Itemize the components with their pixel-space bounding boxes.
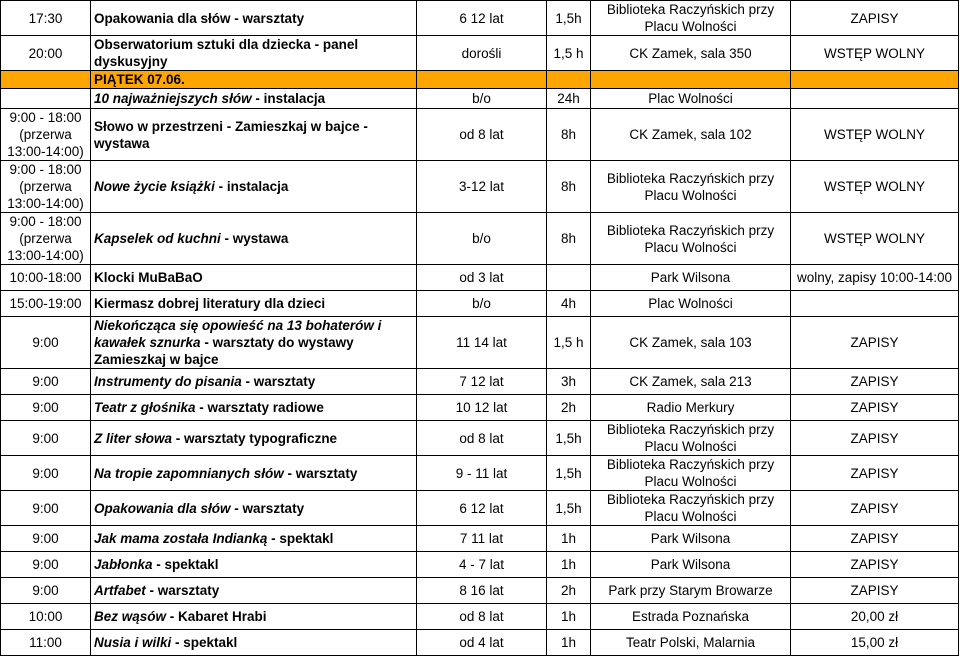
event-fee: ZAPISY [791, 1, 959, 36]
event-title-main: Instrumenty do pisania [94, 374, 242, 389]
event-time: 9:00 [1, 395, 91, 421]
event-fee: ZAPISY [791, 395, 959, 421]
event-fee: WSTĘP WOLNY [791, 161, 959, 213]
event-age: dorośli [417, 36, 547, 71]
event-place: Park Wilsona [591, 265, 791, 291]
event-title [91, 578, 417, 604]
event-duration: 24h [547, 89, 591, 109]
table-row [1, 604, 959, 630]
event-age: od 4 lat [417, 630, 547, 656]
event-duration: 1,5 h [547, 317, 591, 369]
table-row [1, 526, 959, 552]
event-age: 4 - 7 lat [417, 552, 547, 578]
event-place: Biblioteka Raczyńskich przy Placu Wolności [591, 213, 791, 265]
event-title [91, 109, 417, 161]
event-time: 9:00 - 18:00 (przerwa 13:00-14:00) [1, 213, 91, 265]
event-duration: 1h [547, 604, 591, 630]
event-fee: ZAPISY [791, 421, 959, 456]
event-place: CK Zamek, sala 350 [591, 36, 791, 71]
event-time: 9:00 [1, 369, 91, 395]
event-place: CK Zamek, sala 102 [591, 109, 791, 161]
event-fee: 20,00 zł [791, 604, 959, 630]
event-duration: 3h [547, 369, 591, 395]
event-title-main: Słowo w przestrzeni - Zamieszkaj w bajce [94, 118, 360, 134]
event-type: - warsztaty [230, 10, 305, 26]
event-title [91, 161, 417, 213]
event-place: Teatr Polski, Malarnia [591, 630, 791, 656]
event-title-main: Bez wąsów [94, 609, 167, 624]
event-duration: 1,5 h [547, 36, 591, 71]
event-type: - spektakl [267, 531, 334, 546]
event-age: 6 12 lat [417, 1, 547, 36]
event-title-main: Niekończąca się opowieść na 13 bohaterów i kawałek sznurka [94, 318, 382, 350]
event-duration: 1h [547, 526, 591, 552]
event-type: - instalacja [214, 179, 289, 194]
event-age: 7 12 lat [417, 369, 547, 395]
event-title [91, 421, 417, 456]
event-time: 9:00 [1, 578, 91, 604]
event-place: Biblioteka Raczyńskich przy Placu Wolności [591, 161, 791, 213]
event-time: 15:00-19:00 [1, 291, 91, 317]
event-title [91, 526, 417, 552]
event-fee [791, 89, 959, 109]
table-row [1, 456, 959, 491]
event-time: 20:00 [1, 36, 91, 71]
event-fee: WSTĘP WOLNY [791, 36, 959, 71]
event-age: od 8 lat [417, 109, 547, 161]
table-row [1, 161, 959, 213]
event-time: 9:00 [1, 456, 91, 491]
event-title [91, 552, 417, 578]
event-duration: 1,5h [547, 1, 591, 36]
event-type: - spektakl [171, 635, 238, 650]
event-fee: ZAPISY [791, 526, 959, 552]
event-type: - warsztaty do wystawy Zamieszkaj w bajce [94, 335, 354, 367]
event-title-main: Nusia i wilki [94, 635, 172, 650]
event-place: CK Zamek, sala 103 [591, 317, 791, 369]
event-age: od 8 lat [417, 604, 547, 630]
event-place [591, 71, 791, 89]
table-row [1, 1, 959, 36]
table-row [1, 491, 959, 526]
event-time: 9:00 [1, 491, 91, 526]
event-type: - instalacja [251, 91, 326, 106]
event-duration [547, 71, 591, 89]
event-age: b/o [417, 213, 547, 265]
event-duration: 8h [547, 213, 591, 265]
event-type: - warsztaty [283, 465, 358, 481]
event-duration: 8h [547, 109, 591, 161]
table-row [1, 578, 959, 604]
event-place: Biblioteka Raczyńskich przy Placu Wolności [591, 421, 791, 456]
event-title-main: Na tropie zapomnianych słów [94, 465, 284, 481]
event-duration: 8h [547, 161, 591, 213]
event-time: 17:30 [1, 1, 91, 36]
event-age: 11 14 lat [417, 317, 547, 369]
event-time: 9:00 [1, 317, 91, 369]
event-fee: ZAPISY [791, 369, 959, 395]
event-type: - wystawa [94, 118, 368, 151]
event-place: Park Wilsona [591, 552, 791, 578]
event-title-main: Jabłonka [94, 557, 153, 572]
event-fee: ZAPISY [791, 552, 959, 578]
event-title-main: Kiermasz dobrej literatury dla dzieci [94, 296, 326, 311]
table-row [1, 369, 959, 395]
event-title-main: Teatr z głośnika [94, 400, 196, 415]
event-title-main: Nowe życie książki [94, 179, 215, 194]
event-place: Estrada Poznańska [591, 604, 791, 630]
event-age: b/o [417, 291, 547, 317]
event-place: CK Zamek, sala 213 [591, 369, 791, 395]
event-time: 9:00 [1, 421, 91, 456]
event-fee: WSTĘP WOLNY [791, 213, 959, 265]
event-fee: ZAPISY [791, 491, 959, 526]
event-time: 10:00-18:00 [1, 265, 91, 291]
event-type: - panel dyskusyjny [94, 37, 359, 69]
event-title [91, 291, 417, 317]
event-duration: 1h [547, 552, 591, 578]
event-time: 9:00 - 18:00 (przerwa 13:00-14:00) [1, 109, 91, 161]
event-age: b/o [417, 89, 547, 109]
event-type: - wystawa [220, 231, 289, 246]
event-time: 9:00 - 18:00 (przerwa 13:00-14:00) [1, 161, 91, 213]
table-row [1, 89, 959, 109]
event-duration: 1,5h [547, 491, 591, 526]
event-title [91, 630, 417, 656]
event-title-main: 10 najważniejszych słów [94, 91, 252, 106]
table-row [1, 552, 959, 578]
event-title-main: Klocki MuBaBaO [94, 270, 203, 285]
event-fee: 15,00 zł [791, 630, 959, 656]
table-row [1, 109, 959, 161]
event-title [91, 71, 417, 89]
event-time: 9:00 [1, 552, 91, 578]
event-time: 9:00 [1, 526, 91, 552]
event-title-main: Artfabet [94, 583, 146, 598]
event-title-main: Obserwatorium sztuki dla dziecka [94, 37, 311, 52]
event-title [91, 36, 417, 71]
event-title [91, 491, 417, 526]
event-title-main: Z liter słowa [94, 430, 173, 446]
event-age: od 3 lat [417, 265, 547, 291]
event-type: - spektakl [152, 557, 219, 572]
event-title-main: PIĄTEK 07.06. [94, 72, 185, 87]
event-place: Plac Wolności [591, 89, 791, 109]
event-title [91, 265, 417, 291]
event-title-main: Opakowania dla słów [94, 500, 231, 516]
event-place: Biblioteka Raczyńskich przy Placu Wolności [591, 491, 791, 526]
event-place: Park przy Starym Browarze [591, 578, 791, 604]
event-duration: 2h [547, 395, 591, 421]
event-title [91, 213, 417, 265]
event-fee: ZAPISY [791, 578, 959, 604]
event-time: 10:00 [1, 604, 91, 630]
event-title-main: Jak mama została Indianką [94, 531, 268, 546]
event-place: Plac Wolności [591, 291, 791, 317]
event-title [91, 395, 417, 421]
event-title [91, 317, 417, 369]
event-fee: wolny, zapisy 10:00-14:00 [791, 265, 959, 291]
event-place: Park Wilsona [591, 526, 791, 552]
event-time [1, 71, 91, 89]
event-title-main: Kapselek od kuchni [94, 231, 221, 246]
event-title [91, 1, 417, 36]
event-age: 7 11 lat [417, 526, 547, 552]
event-duration: 4h [547, 291, 591, 317]
event-type: - Kabaret Hrabi [166, 609, 267, 624]
event-duration: 1,5h [547, 421, 591, 456]
event-place: Biblioteka Raczyńskich przy Placu Wolności [591, 1, 791, 36]
event-type: - warsztaty [241, 374, 316, 389]
event-age: od 8 lat [417, 421, 547, 456]
event-type: - warsztaty typograficzne [172, 430, 338, 446]
event-fee: ZAPISY [791, 317, 959, 369]
event-type: - warsztaty [145, 583, 220, 598]
event-type: - warsztaty [230, 500, 305, 516]
table-row [1, 395, 959, 421]
event-age [417, 71, 547, 89]
event-time [1, 89, 91, 109]
table-row [1, 71, 959, 89]
event-duration [547, 265, 591, 291]
event-duration: 1h [547, 630, 591, 656]
event-title-main: Opakowania dla słów [94, 10, 231, 26]
event-fee: WSTĘP WOLNY [791, 109, 959, 161]
event-duration: 2h [547, 578, 591, 604]
event-fee: ZAPISY [791, 456, 959, 491]
table-row [1, 630, 959, 656]
event-place: Radio Merkury [591, 395, 791, 421]
event-title [91, 456, 417, 491]
event-time: 11:00 [1, 630, 91, 656]
event-title [91, 604, 417, 630]
table-row [1, 291, 959, 317]
table-row [1, 213, 959, 265]
table-row [1, 421, 959, 456]
event-age: 9 - 11 lat [417, 456, 547, 491]
table-row [1, 317, 959, 369]
table-row [1, 36, 959, 71]
event-type: - warsztaty radiowe [195, 400, 324, 415]
event-fee [791, 291, 959, 317]
event-age: 6 12 lat [417, 491, 547, 526]
event-place: Biblioteka Raczyńskich przy Placu Wolności [591, 456, 791, 491]
event-fee [791, 71, 959, 89]
event-title [91, 369, 417, 395]
table-row [1, 265, 959, 291]
event-age: 8 16 lat [417, 578, 547, 604]
event-title [91, 89, 417, 109]
event-age: 10 12 lat [417, 395, 547, 421]
event-age: 3-12 lat [417, 161, 547, 213]
event-duration: 1,5h [547, 456, 591, 491]
